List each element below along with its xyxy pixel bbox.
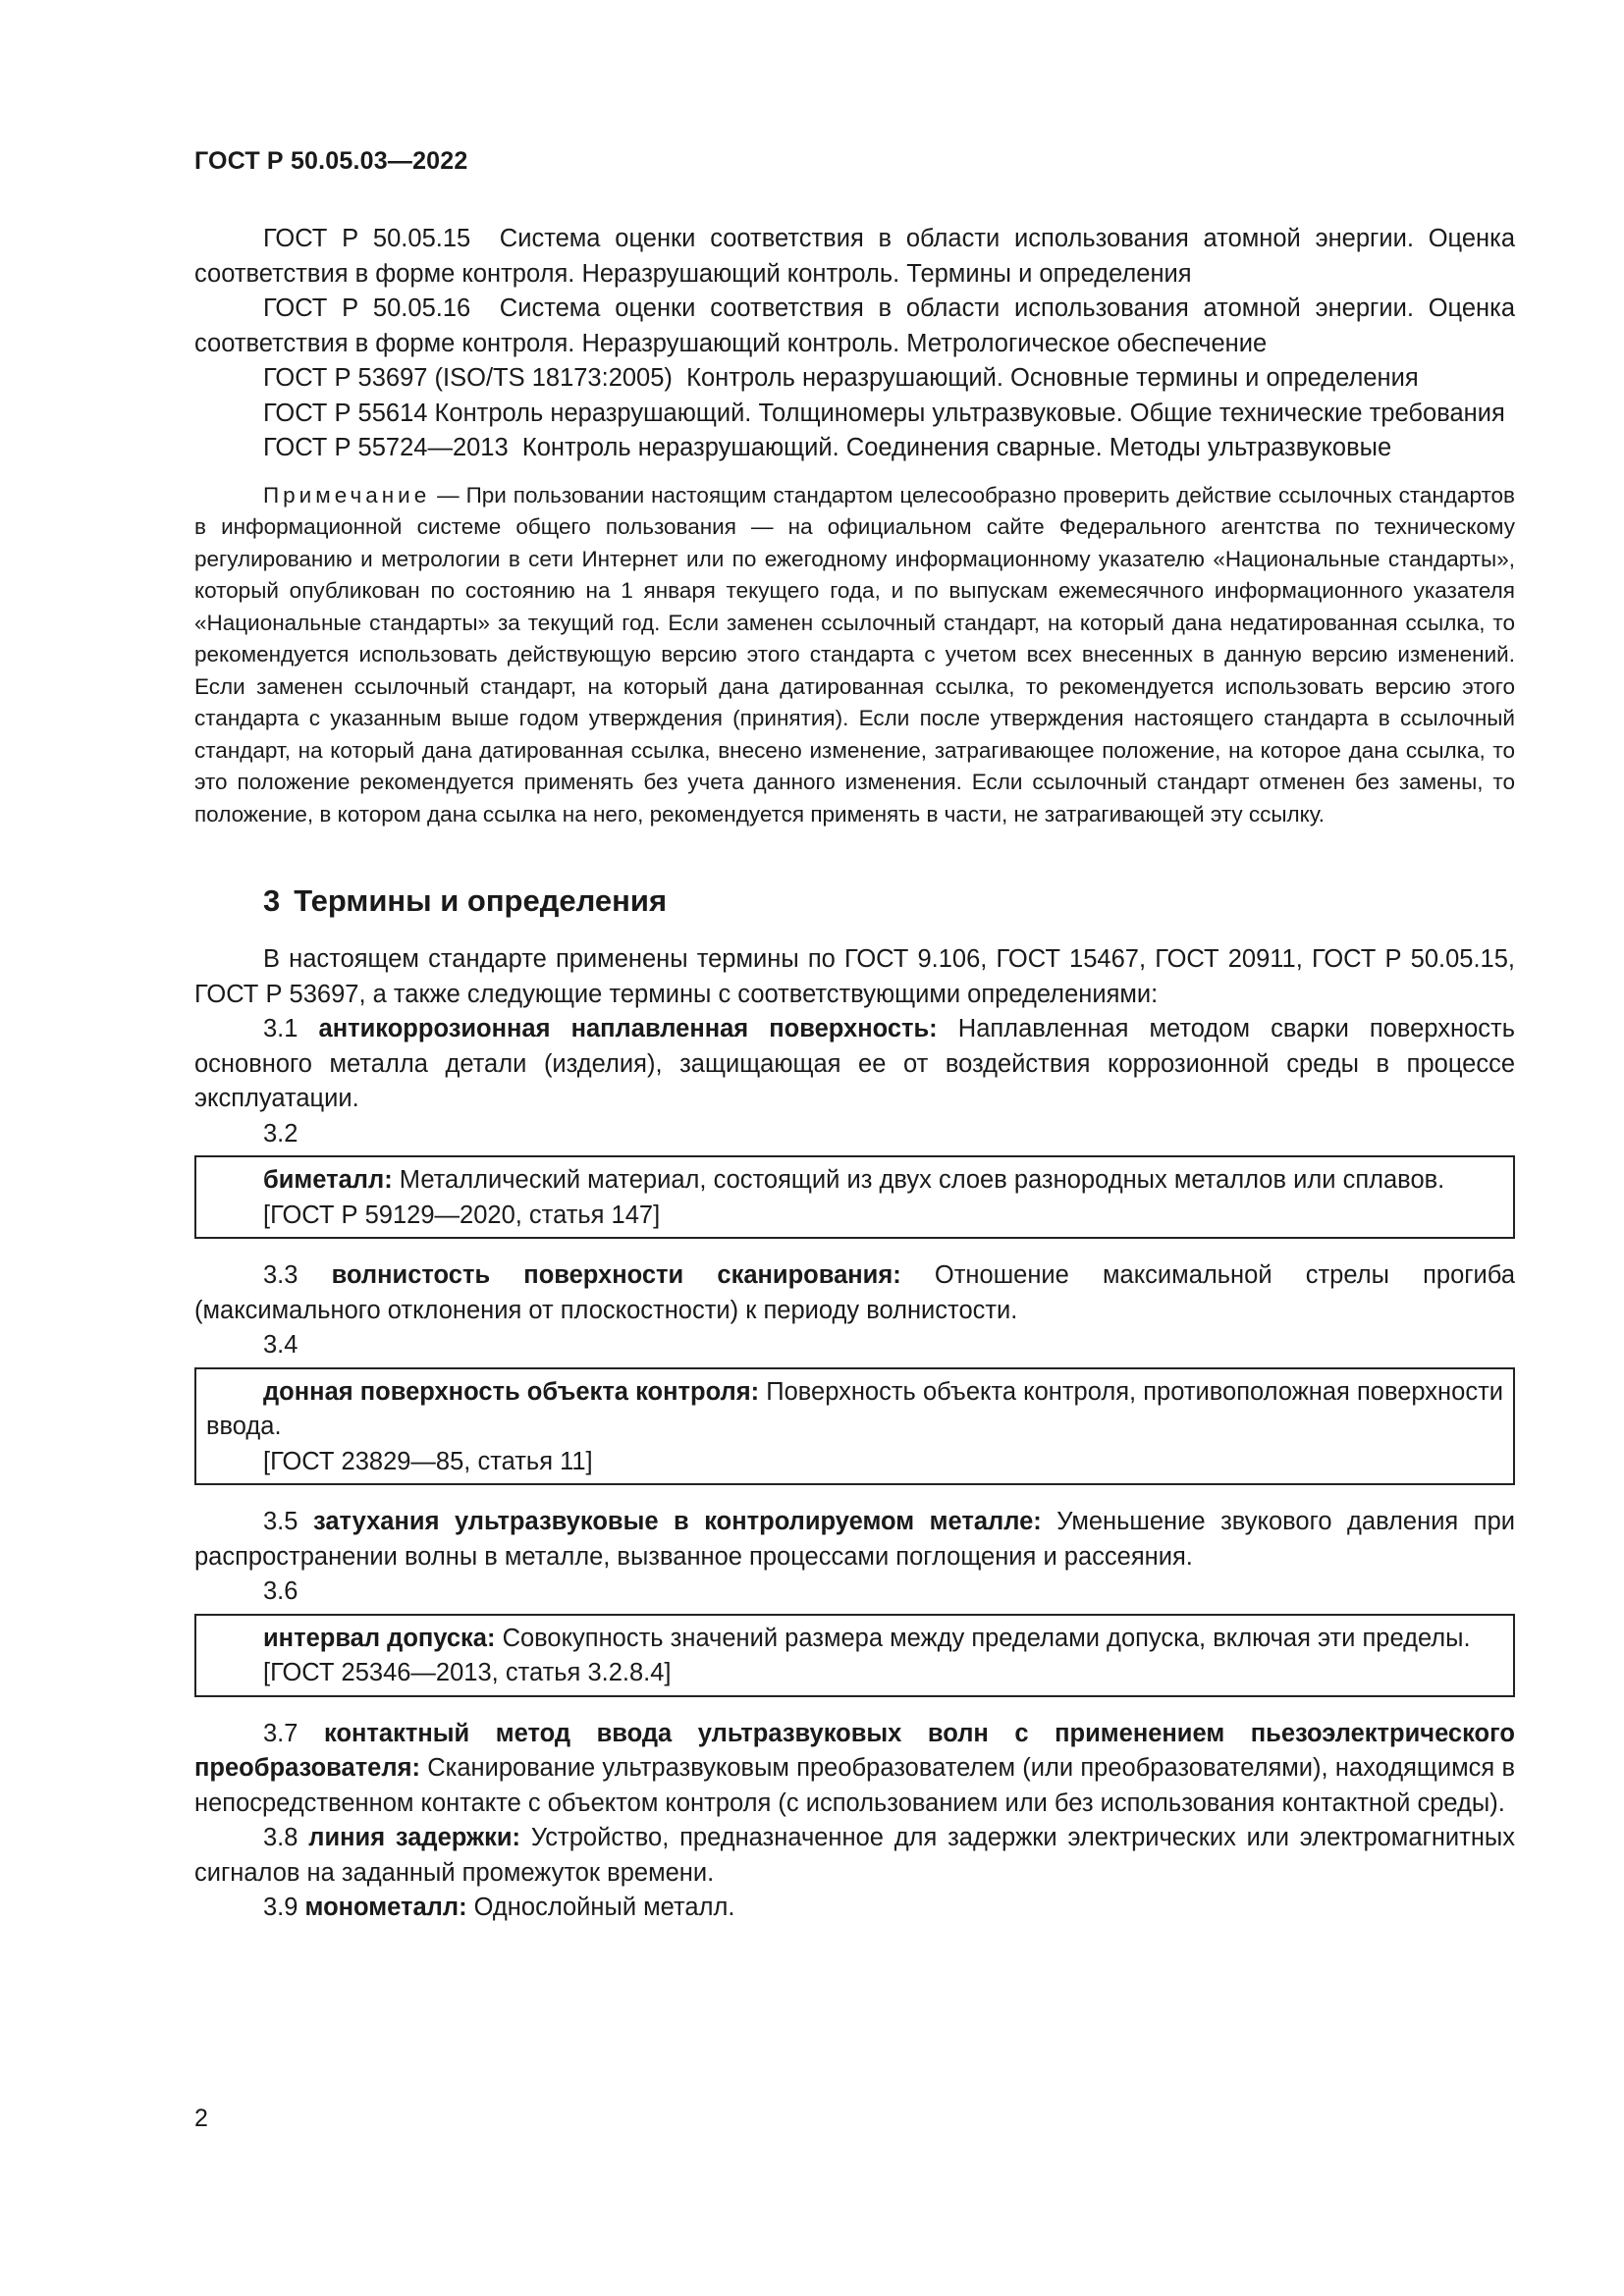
term-source: [ГОСТ 23829—85, статья 11] xyxy=(263,1447,593,1475)
term-name: интервал допуска: xyxy=(263,1624,496,1652)
term-definition: Поверхность объекта контроля, противоположная поверхности ввода. xyxy=(206,1377,1503,1440)
term-entry-3-6 xyxy=(206,1622,1503,1657)
document-body xyxy=(194,222,1515,1926)
reference-title: Система оценки соответствия в области использования атомной энергии. Оценка соответствия в форме контроля. Неразрушающий контроль. Метрологическое обеспечение xyxy=(194,294,1516,357)
term-entry-3-5 xyxy=(194,1505,1515,1575)
reference-item xyxy=(194,361,1515,397)
term-source: [ГОСТ 25346—2013, статья 3.2.8.4] xyxy=(263,1659,672,1686)
term-entry-3-7 xyxy=(194,1717,1515,1822)
note-label: Примечание xyxy=(263,482,431,507)
term-name: волнистость поверхности сканирования: xyxy=(331,1261,901,1289)
reference-code: ГОСТ Р 55614 xyxy=(263,399,428,427)
reference-code: ГОСТ Р 55724—2013 xyxy=(263,434,509,461)
term-box-3-6 xyxy=(194,1614,1515,1697)
reference-item xyxy=(194,292,1515,361)
term-number: 3.9 xyxy=(263,1894,298,1921)
term-name: затухания ультразвуковые в контролируемом металле: xyxy=(312,1508,1042,1535)
document-header: ГОСТ Р 50.05.03—2022 xyxy=(194,147,468,175)
term-name: контактный метод ввода ультразвуковых волн с применением пьезоэлектрического преобразователя: xyxy=(194,1719,1515,1782)
term-name: линия задержки: xyxy=(308,1824,521,1851)
section-number: 3 xyxy=(263,883,281,918)
reference-title: Система оценки соответствия в области использования атомной энергии. Оценка соответствия в форме контроля. Неразрушающий контроль. Термины и определения xyxy=(194,225,1516,288)
reference-title: Контроль неразрушающий. Соединения сварные. Методы ультразвуковые xyxy=(521,434,1392,461)
reference-title: Контроль неразрушающий. Толщиномеры ультразвуковые. Общие технические требования xyxy=(434,399,1505,427)
reference-code: ГОСТ Р 53697 (ISO/TS 18173:2005) xyxy=(263,364,673,392)
term-name: донная поверхность объекта контроля: xyxy=(263,1377,760,1406)
term-entry-3-3 xyxy=(194,1258,1515,1328)
reference-code: ГОСТ Р 50.05.15 xyxy=(263,225,471,252)
term-box-3-4 xyxy=(194,1367,1515,1486)
term-number: 3.8 xyxy=(263,1824,298,1851)
reference-item xyxy=(194,222,1515,292)
term-entry-3-8 xyxy=(194,1821,1515,1891)
term-number: 3.5 xyxy=(263,1508,298,1535)
term-definition: Совокупность значений размера между пределами допуска, включая эти пределы. xyxy=(502,1624,1471,1652)
reference-title: Контроль неразрушающий. Основные термины и определения xyxy=(686,364,1419,392)
term-number: 3.2 xyxy=(263,1119,298,1148)
term-box-3-2 xyxy=(194,1155,1515,1239)
term-number: 3.6 xyxy=(263,1577,298,1605)
section-heading xyxy=(263,881,1515,921)
page-number: 2 xyxy=(194,2105,208,2132)
term-number: 3.4 xyxy=(263,1331,298,1359)
term-entry-3-9 xyxy=(194,1891,1515,1926)
term-definition: Отношение максимальной стрелы прогиба (максимального отклонения от плоскостности) к периоду волнистости. xyxy=(194,1261,1515,1324)
term-number: 3.3 xyxy=(263,1261,298,1289)
term-name: антикоррозионная наплавленная поверхность: xyxy=(318,1015,938,1042)
term-definition: Устройство, предназначенное для задержки электрических или электромагнитных сигналов на заданный промежуток времени. xyxy=(194,1824,1515,1887)
term-definition: Однослойный металл. xyxy=(473,1894,735,1921)
term-entry-3-1 xyxy=(194,1012,1515,1117)
term-number: 3.7 xyxy=(263,1719,298,1747)
reference-item xyxy=(194,431,1515,466)
term-entry-3-4 xyxy=(206,1375,1503,1445)
term-entry-3-2 xyxy=(206,1163,1503,1199)
term-number: 3.1 xyxy=(263,1015,298,1042)
term-name: монометалл: xyxy=(304,1894,467,1921)
reference-code: ГОСТ Р 50.05.16 xyxy=(263,294,471,322)
section-intro: В настоящем стандарте применены термины по ГОСТ 9.106, ГОСТ 15467, ГОСТ 20911, ГОСТ Р 50.05.15, ГОСТ Р 53697, а также следующие термины с соответствующими определениями: xyxy=(194,945,1515,1008)
term-definition: Наплавленная методом сварки поверхность основного металла детали (изделия), защищающая ее от воздействия коррозионной среды в процессе эксплуатации. xyxy=(194,1015,1515,1112)
term-source: [ГОСТ Р 59129—2020, статья 147] xyxy=(263,1201,661,1229)
term-definition: Уменьшение звукового давления при распространении волны в металле, вызванное процессами поглощения и рассеяния. xyxy=(194,1508,1515,1571)
section-title: Термины и определения xyxy=(294,883,668,918)
term-name: биметалл: xyxy=(263,1166,393,1194)
term-definition: Сканирование ультразвуковым преобразователем (или преобразователями), находящимся в непосредственном контакте с объектом контроля (с использованием или без использования контактной среды). xyxy=(194,1754,1515,1817)
term-definition: Металлический материал, состоящий из двух слоев разнородных металлов или сплавов. xyxy=(399,1166,1445,1194)
note-paragraph xyxy=(194,480,1515,831)
reference-item xyxy=(194,397,1515,432)
note-text: — При пользовании настоящим стандартом целесообразно проверить действие ссылочных стандартов в информационной системе общего пользования — на официальном сайте Федерального агентства по техническому регулированию и метрологии в сети Интернет или по ежегодному информационному указателю «Национальные стандарты», который опубликован по состоянию на 1 января текущего года, и по выпускам ежемесячного информационного указателя «Национальные стандарты» за текущий год. Если заменен ссылочный стандарт, на который дана недатированная ссылка, то рекомендуется использовать действующую версию этого стандарта с учетом всех внесенных в данную версию изменений. Если заменен ссылочный стандарт, на который дана датированная ссылка, то рекомендуется использовать версию этого стандарта с указанным выше годом утверждения (принятия). Если после утверждения настоящего стандарта в ссылочный стандарт, на который дана датированная ссылка, внесено изменение, затрагивающее положение, на которое дана ссылка, то это положение рекомендуется применять без учета данного изменения. Если ссылочный стандарт отменен без замены, то положение, в котором дана ссылка на него, рекомендуется применять в части, не затрагивающей эту ссылку. xyxy=(194,482,1515,827)
